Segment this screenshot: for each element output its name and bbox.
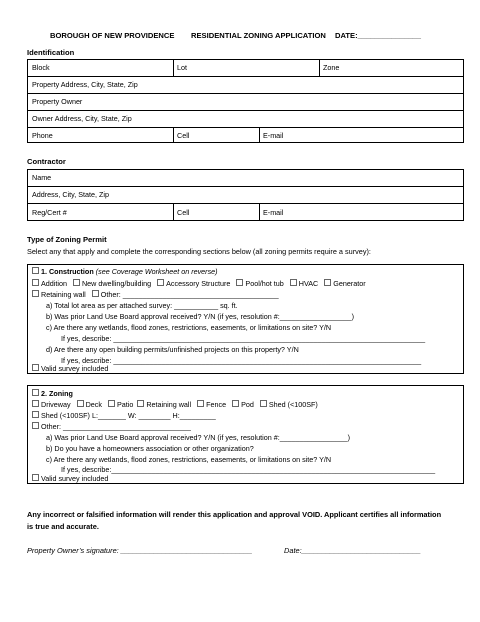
property-owner-field[interactable]: Property Owner bbox=[32, 97, 83, 106]
reg-cert-field[interactable]: Reg/Cert # bbox=[32, 208, 67, 217]
checkbox-icon bbox=[77, 400, 84, 407]
permit-instructions: Select any that apply and complete the corresponding sections below (all zoning permits require a survey): bbox=[27, 247, 371, 256]
identification-heading: Identification bbox=[27, 48, 75, 57]
construction-question-d[interactable]: d) Are there any open building permits/unfinished projects on this property? Y/N bbox=[46, 345, 299, 354]
option-pool-hot-tub[interactable]: Pool/hot tub bbox=[236, 279, 283, 288]
checkbox-icon bbox=[157, 279, 164, 286]
option-addition[interactable]: Addition bbox=[32, 279, 67, 288]
zoning-title: 2. Zoning bbox=[41, 389, 73, 398]
checkbox-icon bbox=[32, 400, 39, 407]
option-shed-large[interactable]: Shed (<100SF) bbox=[32, 411, 90, 420]
option-driveway[interactable]: Driveway bbox=[32, 400, 71, 409]
checkbox-icon bbox=[92, 290, 99, 297]
identification-table bbox=[27, 59, 464, 143]
zoning-question-b[interactable]: b) Do you have a homeowners association or other organization? bbox=[46, 444, 254, 453]
contractor-address-field[interactable]: Address, City, State, Zip bbox=[32, 190, 109, 199]
checkbox-icon bbox=[32, 474, 39, 481]
certification-text: Any incorrect or falsified information will render this application and approval VOID. Applicant certifies all information bbox=[27, 510, 442, 519]
form-title: RESIDENTIAL ZONING APPLICATION bbox=[191, 31, 326, 40]
contractor-name-field[interactable]: Name bbox=[32, 173, 52, 182]
shed-dimensions[interactable]: L:_______ W: ________ H:_________ bbox=[91, 411, 216, 420]
option-hvac[interactable]: HVAC bbox=[290, 279, 318, 288]
checkbox-icon bbox=[260, 400, 267, 407]
checkbox-icon bbox=[197, 400, 204, 407]
option-fence[interactable]: Fence bbox=[197, 400, 226, 409]
contractor-heading: Contractor bbox=[27, 157, 66, 166]
construction-question-c[interactable]: c) Are there any wetlands, flood zones, restrictions, easements, or limitations on site? Y/N bbox=[46, 323, 332, 332]
owner-signature-field[interactable]: Property Owner’s signature: ________________________________ bbox=[27, 546, 253, 555]
checkbox-icon bbox=[73, 279, 80, 286]
borough-name: BOROUGH OF NEW PROVIDENCE bbox=[50, 31, 175, 40]
checkbox-icon bbox=[32, 364, 39, 371]
checkbox-icon bbox=[32, 422, 39, 429]
zoning-question-c[interactable]: c) Are there any wetlands, flood zones, restrictions, easements, or limitations on site? Y/N bbox=[46, 455, 332, 464]
option-zoning-other[interactable]: Other: ________________________________ bbox=[32, 422, 191, 431]
block-field[interactable]: Block bbox=[32, 63, 50, 72]
owner-address-field[interactable]: Owner Address, City, State, Zip bbox=[32, 114, 132, 123]
permit-type-heading: Type of Zoning Permit bbox=[27, 235, 107, 244]
zoning-survey-option[interactable]: Valid survey included bbox=[32, 474, 108, 483]
construction-question-b[interactable]: b) Was prior Land Use Board approval received? Y/N (if yes, resolution #:__________________) bbox=[46, 312, 355, 321]
option-accessory-structure[interactable]: Accessory Structure bbox=[157, 279, 230, 288]
checkbox-icon bbox=[32, 290, 39, 297]
zoning-checkbox[interactable] bbox=[32, 389, 39, 396]
zoning-section bbox=[27, 385, 464, 484]
option-generator[interactable]: Generator bbox=[324, 279, 365, 288]
contractor-table bbox=[27, 169, 464, 221]
option-deck[interactable]: Deck bbox=[77, 400, 102, 409]
construction-question-c-describe[interactable]: If yes, describe: ______________________________________________________________________________ bbox=[61, 334, 426, 343]
checkbox-icon bbox=[290, 279, 297, 286]
checkbox-icon bbox=[137, 400, 144, 407]
zone-field[interactable]: Zone bbox=[323, 63, 340, 72]
certification-text-line2: is true and accurate. bbox=[27, 522, 99, 531]
option-retaining-wall[interactable]: Retaining wall bbox=[32, 290, 86, 299]
checkbox-icon bbox=[32, 279, 39, 286]
cell-field[interactable]: Cell bbox=[177, 131, 190, 140]
construction-checkbox[interactable] bbox=[32, 267, 39, 274]
checkbox-icon bbox=[32, 411, 39, 418]
option-new-dwelling[interactable]: New dwelling/building bbox=[73, 279, 151, 288]
phone-field[interactable]: Phone bbox=[32, 131, 53, 140]
construction-section bbox=[27, 264, 464, 374]
checkbox-icon bbox=[232, 400, 239, 407]
header-date-field[interactable]: DATE:_______________ bbox=[335, 31, 421, 40]
email-field[interactable]: E-mail bbox=[263, 131, 284, 140]
construction-question-a[interactable]: a) Total lot area as per attached survey: ___________ sq. ft. bbox=[46, 301, 238, 310]
checkbox-icon bbox=[108, 400, 115, 407]
option-pod[interactable]: Pod bbox=[232, 400, 254, 409]
contractor-email-field[interactable]: E-mail bbox=[263, 208, 284, 217]
signature-date-field[interactable]: Date:_____________________________ bbox=[284, 546, 421, 555]
zoning-question-c-describe[interactable]: If yes, describe:_________________________________________________________________________________ bbox=[61, 465, 436, 474]
construction-question-d-describe[interactable]: If yes, describe: _____________________________________________________________________________ bbox=[61, 356, 422, 365]
option-zoning-retaining-wall[interactable]: Retaining wall bbox=[137, 400, 191, 409]
option-other[interactable]: Other: _______________________________________ bbox=[92, 290, 279, 299]
contractor-cell-field[interactable]: Cell bbox=[177, 208, 190, 217]
option-shed-small[interactable]: Shed (<100SF) bbox=[260, 400, 318, 409]
option-patio[interactable]: Patio bbox=[108, 400, 133, 409]
construction-note: (see Coverage Worksheet on reverse) bbox=[95, 267, 218, 276]
checkbox-icon bbox=[236, 279, 243, 286]
construction-title: 1. Construction bbox=[41, 267, 94, 276]
property-address-field[interactable]: Property Address, City, State, Zip bbox=[32, 80, 138, 89]
construction-survey-option[interactable]: Valid survey included bbox=[32, 364, 108, 373]
lot-field[interactable]: Lot bbox=[177, 63, 187, 72]
zoning-question-a[interactable]: a) Was prior Land Use Board approval received? Y/N (if yes, resolution #:_________________) bbox=[46, 433, 351, 442]
checkbox-icon bbox=[324, 279, 331, 286]
